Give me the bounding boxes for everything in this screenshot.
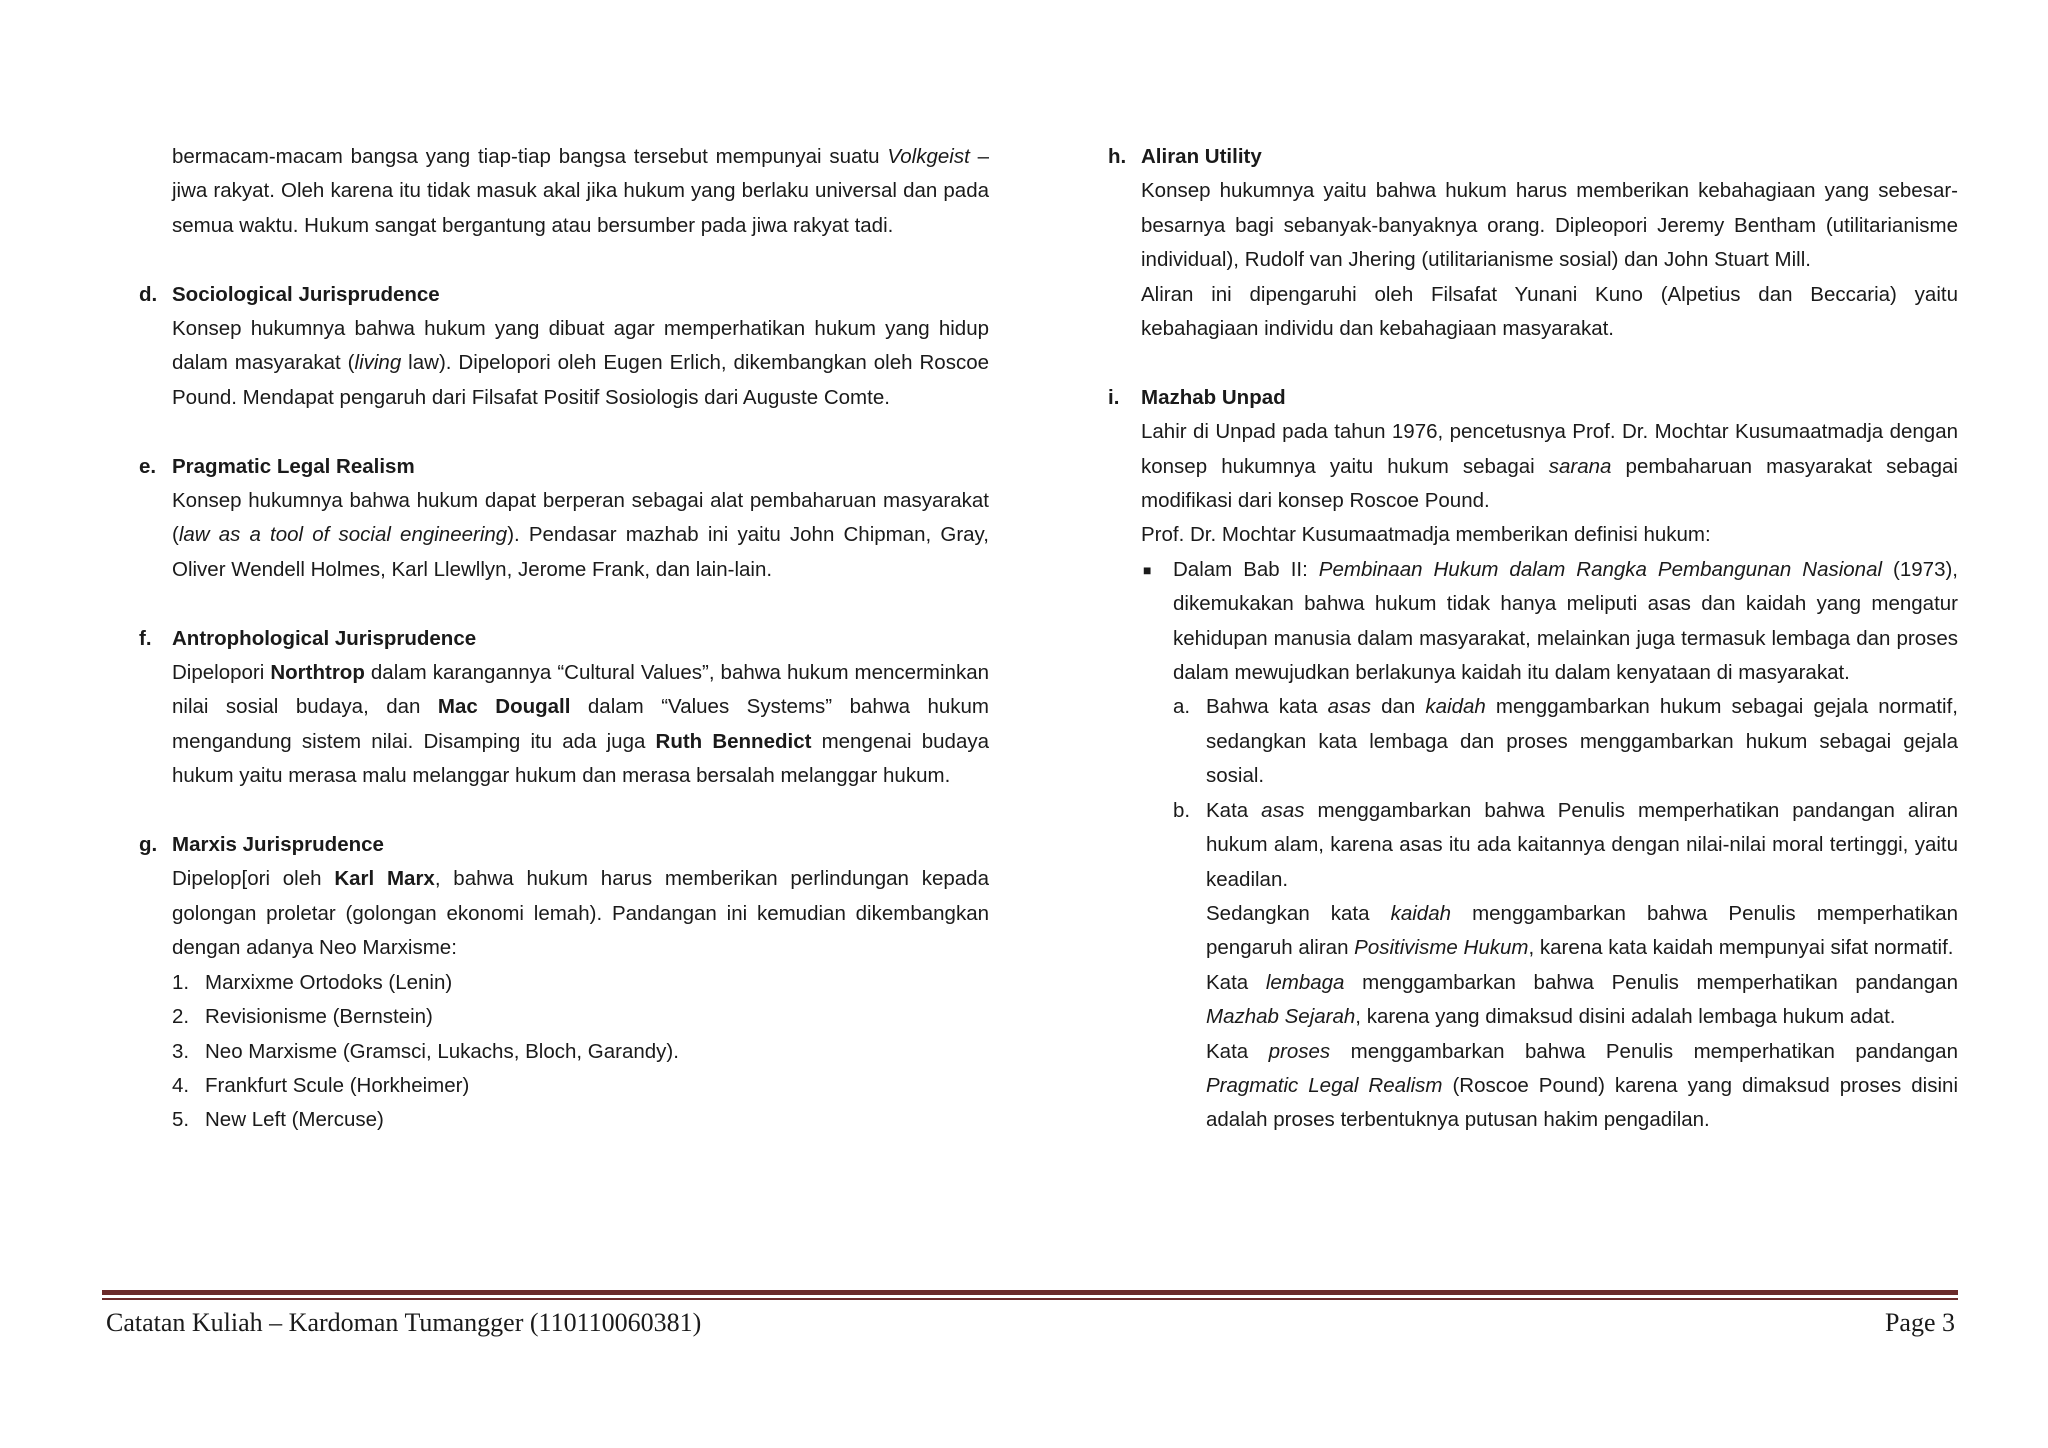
footer-title: Catatan Kuliah – Kardoman Tumangger (110110060381) xyxy=(106,1308,702,1337)
section-i-paragraph-1: Lahir di Unpad pada tahun 1976, pencetusnya Prof. Dr. Mochtar Kusumaatmadja dengan konsep hukumnya yaitu hukum sebagai sarana pembaharuan masyarakat sebagai modifikasi dari konsep Roscoe Pound. xyxy=(1141,420,1958,513)
section-f-paragraph: Dipelopori Northtrop dalam karangannya “Cultural Values”, bahwa hukum mencerminkan nilai sosial budaya, dan Mac Dougall dalam “Values Systems” bahwa hukum mengandung sistem nilai. Disamping itu ada juga Ruth Bennedict mengenai budaya hukum yaitu merasa malu melanggar hukum dan merasa bersalah melanggar hukum. xyxy=(172,661,990,788)
section-g-heading: g. Marxis Jurisprudence xyxy=(139,833,384,857)
footer-divider-thick xyxy=(102,1290,1958,1295)
section-g-paragraph: Dipelop[ori oleh Karl Marx, bahwa hukum harus memberikan perlindungan kepada golongan proletar (golongan ekonomi lemah). Pandangan ini kemudian dikembangkan dengan adanya Neo Marxisme: xyxy=(172,867,989,960)
sub-item-b-continuation-2: Kata lembaga menggambarkan bahwa Penulis memperhatikan pandangan Mazhab Sejarah, karena yang dimaksud disini adalah lembaga hukum adat. xyxy=(1206,970,1958,1029)
right-column xyxy=(1108,140,1958,1138)
sub-item-b-continuation-1: Sedangkan kata kaidah menggambarkan bahwa Penulis memperhatikan pengaruh aliran Positivisme Hukum, karena kata kaidah mempunyai sifat normatif. xyxy=(1206,901,1958,960)
sub-item-b: b. Kata asas menggambarkan bahwa Penulis memperhatikan pandangan aliran hukum alam, karena asas itu ada kaitannya dengan nilai-nilai moral tertinggi, yaitu keadilan. xyxy=(1173,798,1958,891)
sub-item-a: a. Bahwa kata asas dan kaidah menggambarkan hukum sebagai gejala normatif, sedangkan kata lembaga dan proses menggambarkan hukum sebagai gejala sosial. xyxy=(1173,695,1958,788)
section-f-heading: f. Antrophological Jurisprudence xyxy=(139,626,477,650)
neo-marxism-list xyxy=(139,966,989,1138)
square-bullet-icon: ■ xyxy=(1143,561,1152,578)
list-item: 3. Neo Marxisme (Gramsci, Lukachs, Bloch, Garandy). xyxy=(172,1039,679,1063)
section-e-heading: e. Pragmatic Legal Realism xyxy=(139,454,415,478)
bullet-item: ■ Dalam Bab II: Pembinaan Hukum dalam Rangka Pembangunan Nasional (1973), dikemukakan bahwa hukum tidak hanya meliputi asas dan kaidah yang mengatur kehidupan manusia dalam masyarakat, melainkan juga termasuk lembaga dan proses dalam mewujudkan berlakunya kaidah itu dalam kenyataan di masyarakat. xyxy=(1108,553,1958,691)
section-d-paragraph: Konsep hukumnya bahwa hukum yang dibuat agar memperhatikan hukum yang hidup dalam masyarakat (living law). Dipelopori oleh Eugen Erlich, dikembangkan oleh Roscoe Pound. Mendapat pengaruh dari Filsafat Positif Sosiologis dari Auguste Comte. xyxy=(172,317,989,409)
list-item: 2. Revisionisme (Bernstein) xyxy=(172,1005,433,1029)
section-i-heading: i. Mazhab Unpad xyxy=(1108,385,1286,409)
section-h-paragraph-2: Aliran ini dipengaruhi oleh Filsafat Yunani Kuno (Alpetius dan Beccaria) yaitu kebahagiaan individu dan kebahagiaan masyarakat. xyxy=(1141,282,1958,341)
list-item: 1. Marxixme Ortodoks (Lenin) xyxy=(172,970,453,994)
sub-item-b-continuation-3: Kata proses menggambarkan bahwa Penulis memperhatikan pandangan Pragmatic Legal Realism (Roscoe Pound) karena yang dimaksud proses disini adalah proses terbentuknya putusan hakim pengadilan. xyxy=(1206,1039,1958,1132)
section-h-paragraph-1: Konsep hukumnya yaitu bahwa hukum harus memberikan kebahagiaan yang sebesar-besarnya bagi sebanyak-banyaknya orang. Dipleopori Jeremy Bentham (utilitarianisme individual), Rudolf van Jhering (utilitarianisme sosial) dan John Stuart Mill. xyxy=(1141,179,1958,272)
left-column xyxy=(139,140,989,1138)
intro-paragraph: bermacam-macam bangsa yang tiap-tiap bangsa tersebut mempunyai suatu Volkgeist – jiwa rakyat. Oleh karena itu tidak masuk akal jika hukum yang berlaku universal dan pada semua waktu. Hukum sangat bergantung atau bersumber pada jiwa rakyat tadi. xyxy=(172,145,989,237)
page-number: Page 3 xyxy=(1884,1308,1955,1337)
section-d-heading: d. Sociological Jurisprudence xyxy=(139,282,440,306)
section-h-heading: h. Aliran Utility xyxy=(1108,145,1262,168)
list-item: 4. Frankfurt Scule (Horkheimer) xyxy=(172,1073,470,1097)
footer-divider-thin xyxy=(102,1298,1958,1300)
list-item: 5. New Left (Mercuse) xyxy=(172,1108,384,1132)
section-i-paragraph-2: Prof. Dr. Mochtar Kusumaatmadja memberikan definisi hukum: xyxy=(1141,523,1711,547)
section-e-paragraph: Konsep hukumnya bahwa hukum dapat berperan sebagai alat pembaharuan masyarakat (law as a tool of social engineering). Pendasar mazhab ini yaitu John Chipman, Gray, Oliver Wendell Holmes, Karl Llewllyn, Jerome Frank, dan lain-lain. xyxy=(172,489,989,581)
